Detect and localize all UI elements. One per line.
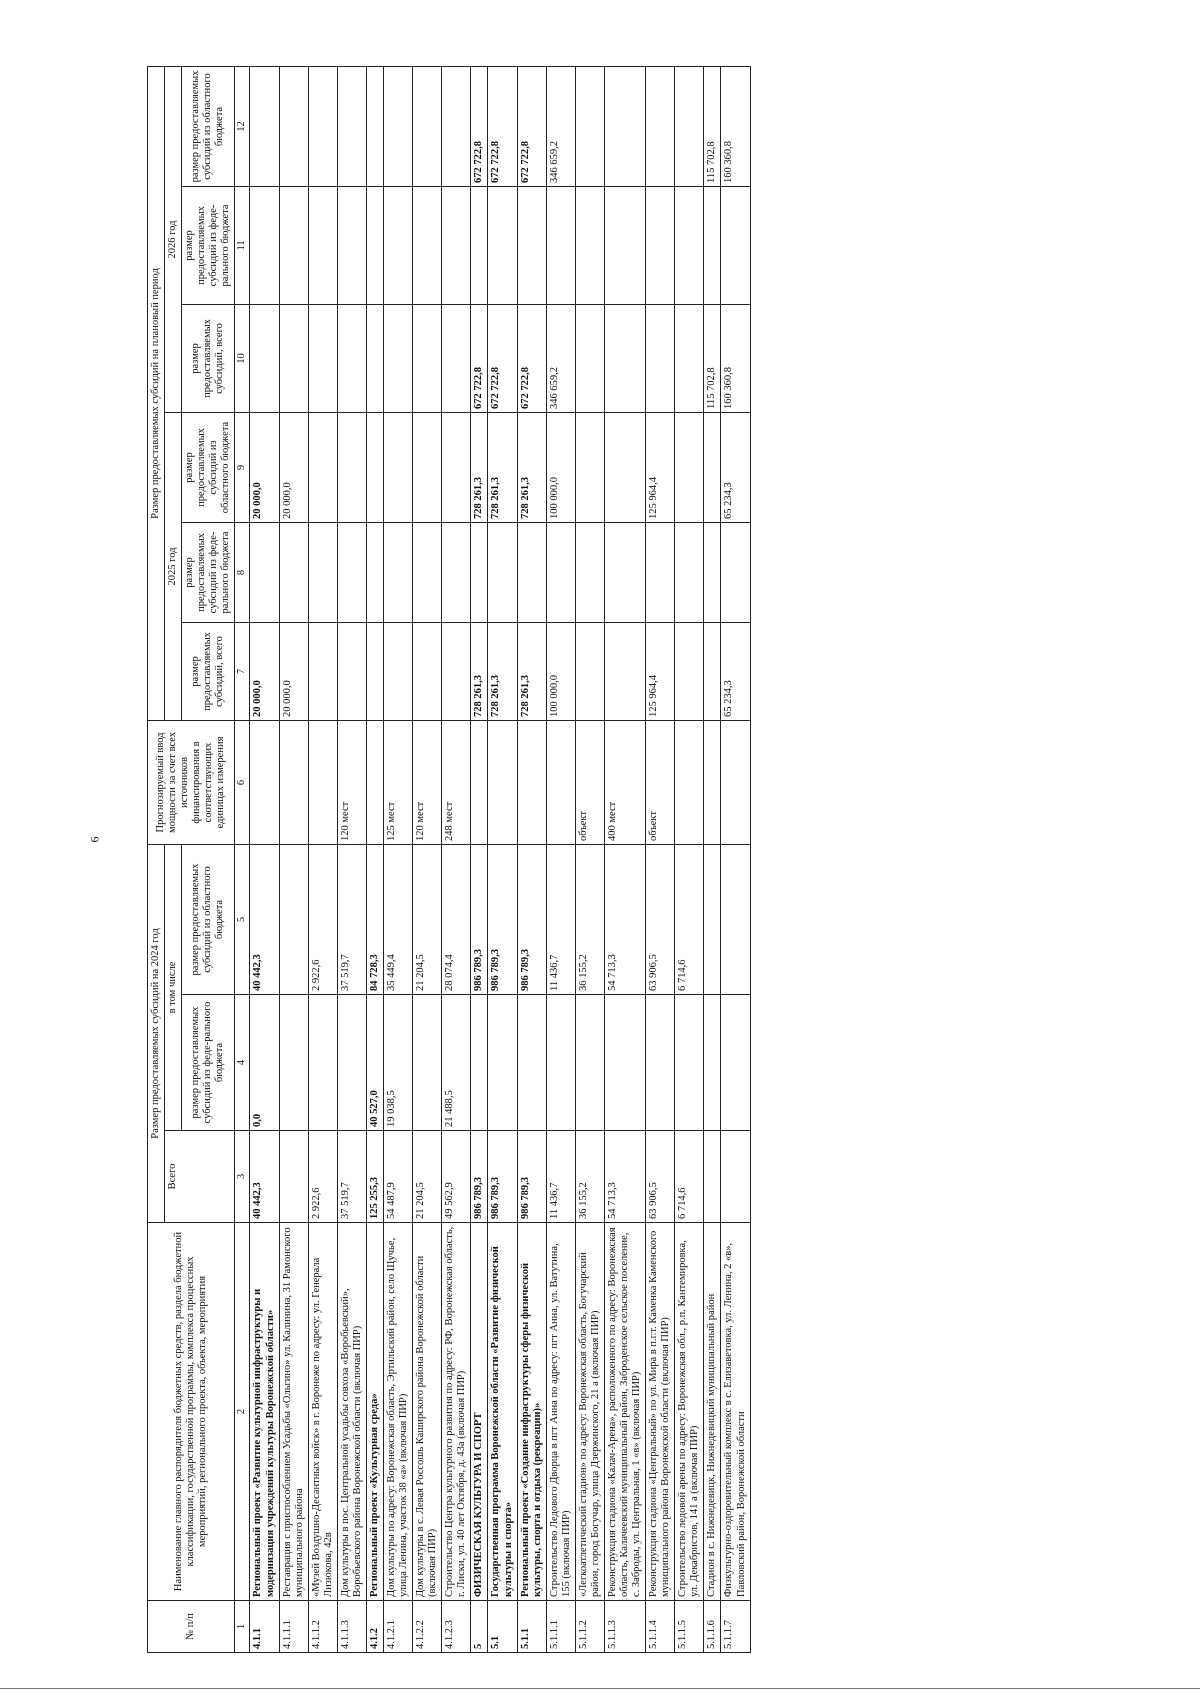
cell-c6	[250, 720, 279, 844]
cell-c10: 115 702,8	[704, 304, 721, 412]
cell-c12: 115 702,8	[704, 66, 721, 186]
cell-c9	[366, 412, 383, 522]
table-row	[646, 66, 675, 1652]
cell-c10: 160 360,8	[721, 304, 750, 412]
cell-c8	[471, 522, 488, 622]
cell-name: Реконструкция стадиона «Калач-Арена», расположенного по адресу: Воронежская область, Калачеевский муниципальный район, Заброденское сельское поселение, с. Заброды, ул. Центральная, 1 «в» (включая ПИР)	[604, 1223, 645, 1601]
cell-c9	[384, 412, 413, 522]
cell-name: Региональный проект «Культурная среда»	[366, 1223, 383, 1601]
column-number-row	[235, 66, 250, 1652]
cell-c9	[308, 412, 337, 522]
cell-c7	[366, 622, 383, 720]
cell-c12: 672 722,8	[471, 66, 488, 186]
cell-c3: 54 713,3	[604, 1131, 645, 1223]
cell-c11	[517, 186, 546, 304]
cell-no: 4.1.2.1	[384, 1601, 413, 1653]
cell-c5: 63 906,5	[646, 844, 675, 994]
cell-no: 5.1.1.3	[604, 1601, 645, 1653]
cell-c6	[471, 720, 488, 844]
page-number: 6	[87, 836, 102, 843]
header-plan-period: Размер предоставляемых субсидий на плановый период	[148, 66, 165, 720]
cell-c6	[517, 720, 546, 844]
table-row	[517, 66, 546, 1652]
cell-c10	[337, 304, 366, 412]
cell-c7: 20 000,0	[250, 622, 279, 720]
cell-c7	[413, 622, 442, 720]
cell-c11	[675, 186, 704, 304]
cell-c3: 40 442,3	[250, 1131, 279, 1223]
cell-c12	[442, 66, 471, 186]
header-all-2026: размер предоставляемых субсидий, всего	[182, 304, 235, 412]
cell-c5: 986 789,3	[517, 844, 546, 994]
cell-c6: объект	[575, 720, 604, 844]
cell-no: 4.1.2.3	[442, 1601, 471, 1653]
cell-c6: 400 мест	[604, 720, 645, 844]
cell-c12: 346 659,2	[546, 66, 575, 186]
table-row	[279, 66, 308, 1652]
cell-c3: 36 155,2	[575, 1131, 604, 1223]
cell-c9: 728 261,3	[488, 412, 517, 522]
cell-c7: 20 000,0	[279, 622, 308, 720]
cell-c8	[546, 522, 575, 622]
table-row	[413, 66, 442, 1652]
cell-c9: 728 261,3	[471, 412, 488, 522]
cell-no: 4.1.1.1	[279, 1601, 308, 1653]
cell-c9	[704, 412, 721, 522]
header-2026: 2026 год	[165, 66, 182, 412]
cell-c10	[384, 304, 413, 412]
cell-c11	[442, 186, 471, 304]
cell-c4	[646, 995, 675, 1131]
cell-c4: 0,0	[250, 995, 279, 1131]
header-including: в том числе	[165, 844, 182, 1130]
cell-c8	[442, 522, 471, 622]
cell-no: 5.1	[488, 1601, 517, 1653]
col-number: 4	[235, 995, 250, 1131]
cell-c5: 2 922,6	[308, 844, 337, 994]
cell-c10	[675, 304, 704, 412]
cell-c6	[546, 720, 575, 844]
cell-c12	[575, 66, 604, 186]
cell-c4	[675, 995, 704, 1131]
cell-c7	[704, 622, 721, 720]
cell-c10	[646, 304, 675, 412]
cell-c4	[704, 995, 721, 1131]
cell-c6	[675, 720, 704, 844]
cell-c9: 125 964,4	[646, 412, 675, 522]
cell-c10	[250, 304, 279, 412]
cell-c12	[413, 66, 442, 186]
cell-no: 5.1.1.4	[646, 1601, 675, 1653]
header-2025: 2025 год	[165, 412, 182, 720]
table-row	[721, 66, 750, 1652]
cell-c9: 100 000,0	[546, 412, 575, 522]
cell-c6: 120 мест	[413, 720, 442, 844]
cell-name: Строительство ледовой арены по адресу: Воронежская обл., р.п. Кантемировка, ул. Декабристов, 141 а (включая ПИР)	[675, 1223, 704, 1601]
cell-c7: 728 261,3	[517, 622, 546, 720]
cell-name: Стадион в с. Нижнедевицк, Нижнедевицкий муниципальный район	[704, 1223, 721, 1601]
cell-c4: 19 038,5	[384, 995, 413, 1131]
cell-c11	[308, 186, 337, 304]
cell-c8	[517, 522, 546, 622]
cell-no: 4.1.1.3	[337, 1601, 366, 1653]
cell-c4: 21 488,5	[442, 995, 471, 1131]
col-number: 8	[235, 522, 250, 622]
cell-c7: 728 261,3	[488, 622, 517, 720]
header-no: № п/п	[148, 1601, 235, 1653]
table-row	[442, 66, 471, 1652]
cell-c5: 37 519,7	[337, 844, 366, 994]
cell-c11	[279, 186, 308, 304]
cell-c8	[250, 522, 279, 622]
cell-c9	[675, 412, 704, 522]
cell-c3: 63 906,5	[646, 1131, 675, 1223]
cell-c3	[279, 1131, 308, 1223]
cell-c7	[384, 622, 413, 720]
cell-no: 4.1.1.2	[308, 1601, 337, 1653]
cell-name: Строительство Ледового Дворца в пгт Анна по адресу: пгт Анна, ул. Ватутина, 155 (включая ПИР)	[546, 1223, 575, 1601]
cell-name: «Легкоатлетический стадион» по адресу: Воронежская область, Богучарский район, город Богучар, улица Дзержинского, 21 а (включая ПИР)	[575, 1223, 604, 1601]
cell-no: 4.1.1	[250, 1601, 279, 1653]
cell-c6: 248 мест	[442, 720, 471, 844]
table-row	[488, 66, 517, 1652]
cell-c6: 120 мест	[337, 720, 366, 844]
cell-c5	[721, 844, 750, 994]
table-row	[575, 66, 604, 1652]
cell-c6: 125 мест	[384, 720, 413, 844]
cell-c10	[308, 304, 337, 412]
cell-c10	[413, 304, 442, 412]
table-row	[384, 66, 413, 1652]
cell-c11	[488, 186, 517, 304]
cell-name: ФИЗИЧЕСКАЯ КУЛЬТУРА И СПОРТ	[471, 1223, 488, 1601]
cell-c10	[604, 304, 645, 412]
cell-c7	[675, 622, 704, 720]
table-row	[366, 66, 383, 1652]
table-row	[471, 66, 488, 1652]
cell-no: 5.1.1.7	[721, 1601, 750, 1653]
cell-no: 5.1.1	[517, 1601, 546, 1653]
cell-c5: 35 449,4	[384, 844, 413, 994]
cell-c3: 125 255,3	[366, 1131, 383, 1223]
cell-c5	[704, 844, 721, 994]
cell-c3: 37 519,7	[337, 1131, 366, 1223]
col-number: 10	[235, 304, 250, 412]
table-row	[704, 66, 721, 1652]
cell-c7	[604, 622, 645, 720]
cell-c8	[366, 522, 383, 622]
cell-name: Дом культуры в с. Левая Россошь Каширского района Воронежской области (включая ПИР)	[413, 1223, 442, 1601]
cell-c10	[442, 304, 471, 412]
cell-c8	[279, 522, 308, 622]
header-obl-2026: размер предоставляемых субсидий из областного бюджета	[182, 66, 235, 186]
cell-c9: 20 000,0	[250, 412, 279, 522]
cell-name: Дом культуры по адресу: Воронежская область, Эртильский район, село Щучье, улица Ленина, участок 38 «а» (включая ПИР)	[384, 1223, 413, 1601]
cell-c5: 986 789,3	[471, 844, 488, 994]
cell-c11	[721, 186, 750, 304]
cell-c9	[413, 412, 442, 522]
cell-name: «Музей Воздушно-Десантных войск» в г. Воронеже по адресу: ул. Генерала Лизюкова, 42в	[308, 1223, 337, 1601]
cell-c5: 6 714,6	[675, 844, 704, 994]
cell-c7	[337, 622, 366, 720]
cell-c12	[604, 66, 645, 186]
cell-c3: 11 436,7	[546, 1131, 575, 1223]
cell-c3: 21 204,5	[413, 1131, 442, 1223]
cell-c10: 672 722,8	[517, 304, 546, 412]
cell-c4: 40 527,0	[366, 995, 383, 1131]
cell-c4	[604, 995, 645, 1131]
cell-c10: 672 722,8	[471, 304, 488, 412]
cell-no: 4.1.2.2	[413, 1601, 442, 1653]
cell-c3	[721, 1131, 750, 1223]
table-row	[337, 66, 366, 1652]
cell-c9: 728 261,3	[517, 412, 546, 522]
cell-c10	[279, 304, 308, 412]
cell-c5: 21 204,5	[413, 844, 442, 994]
cell-c4	[471, 995, 488, 1131]
subsidy-table	[147, 66, 751, 1653]
cell-c12: 672 722,8	[488, 66, 517, 186]
header-subsidy-2024: Размер предоставляемых субсидий на 2024 год	[148, 844, 165, 1222]
cell-c3: 2 922,6	[308, 1131, 337, 1223]
cell-c12: 160 360,8	[721, 66, 750, 186]
cell-c11	[604, 186, 645, 304]
cell-c4	[721, 995, 750, 1131]
cell-c7: 65 234,3	[721, 622, 750, 720]
cell-c8	[704, 522, 721, 622]
cell-c12	[308, 66, 337, 186]
cell-c7: 728 261,3	[471, 622, 488, 720]
cell-c5: 986 789,3	[488, 844, 517, 994]
header-obl-2025: размер предоставляемых субсидий из областного бюджета	[182, 412, 235, 522]
cell-c5	[279, 844, 308, 994]
cell-c11	[250, 186, 279, 304]
cell-c6	[721, 720, 750, 844]
header-fed-2026: размер предоставляемых субсидий из феде-рального бюджета	[182, 186, 235, 304]
cell-no: 5.1.1.6	[704, 1601, 721, 1653]
cell-c4	[279, 995, 308, 1131]
cell-c5: 40 442,3	[250, 844, 279, 994]
table-body	[250, 66, 750, 1652]
cell-c4	[546, 995, 575, 1131]
cell-c11	[413, 186, 442, 304]
header-fed-2024: размер предоставляемых субсидий из феде-рального бюджета	[182, 995, 235, 1131]
cell-c8	[308, 522, 337, 622]
cell-c6	[488, 720, 517, 844]
table-header	[148, 66, 250, 1652]
cell-c7	[442, 622, 471, 720]
cell-c6	[366, 720, 383, 844]
cell-name: Региональный проект «Создание инфраструктуры сферы физической культуры, спорта и отдыха (рекреации)»	[517, 1223, 546, 1601]
cell-c9	[604, 412, 645, 522]
cell-c3: 986 789,3	[488, 1131, 517, 1223]
cell-c11	[704, 186, 721, 304]
cell-c10	[575, 304, 604, 412]
cell-c11	[646, 186, 675, 304]
cell-name: Реконструкция стадиона «Центральный» по ул. Мира в п.г.т. Каменка Каменского муниципального района Воронежской области (включая ПИР)	[646, 1223, 675, 1601]
cell-name: Строительство Центра культурного развития по адресу: РФ, Воронежская область, г. Лиски, ул. 40 лет Октября, д. 43а (включая ПИР)	[442, 1223, 471, 1601]
cell-no: 4.1.2	[366, 1601, 383, 1653]
cell-c3	[704, 1131, 721, 1223]
cell-c12	[366, 66, 383, 186]
cell-c8	[575, 522, 604, 622]
cell-c5: 54 713,3	[604, 844, 645, 994]
header-capacity: Прогнозируемый ввод мощности за счет всех источников финансирования в соответствующих единицах измерения	[148, 720, 235, 844]
cell-c3: 6 714,6	[675, 1131, 704, 1223]
cell-c6	[279, 720, 308, 844]
cell-c7	[575, 622, 604, 720]
cell-c4	[575, 995, 604, 1131]
cell-c8	[646, 522, 675, 622]
cell-name: Региональный проект «Развитие культурной инфраструктуры и модернизация учреждений культуры Воронежской области»	[250, 1223, 279, 1601]
cell-c11	[337, 186, 366, 304]
cell-c10: 672 722,8	[488, 304, 517, 412]
header-all-2025: размер предоставляемых субсидий, всего	[182, 622, 235, 720]
col-number: 7	[235, 622, 250, 720]
rotated-table-container	[147, 67, 1187, 1653]
cell-c3: 49 562,9	[442, 1131, 471, 1223]
cell-c11	[384, 186, 413, 304]
cell-c9	[442, 412, 471, 522]
cell-c12	[250, 66, 279, 186]
col-number: 3	[235, 1131, 250, 1223]
cell-c12	[646, 66, 675, 186]
table-row	[675, 66, 704, 1652]
cell-c3: 986 789,3	[471, 1131, 488, 1223]
col-number: 2	[235, 1223, 250, 1601]
cell-c5: 36 155,2	[575, 844, 604, 994]
cell-no: 5.1.1.1	[546, 1601, 575, 1653]
cell-c8	[488, 522, 517, 622]
cell-c5: 28 074,4	[442, 844, 471, 994]
cell-c5: 84 728,3	[366, 844, 383, 994]
cell-c7: 125 964,4	[646, 622, 675, 720]
col-number: 5	[235, 844, 250, 994]
cell-c12	[675, 66, 704, 186]
cell-c12	[384, 66, 413, 186]
cell-c12	[337, 66, 366, 186]
bottom-rule	[0, 1688, 1200, 1689]
cell-c8	[384, 522, 413, 622]
cell-c9	[575, 412, 604, 522]
cell-c4	[337, 995, 366, 1131]
cell-name: Физкультурно-оздоровительный комплекс в с. Елизаветовка, ул. Ленина, 2 «в», Павловский район, Воронежской области	[721, 1223, 750, 1601]
cell-c8	[413, 522, 442, 622]
cell-name: Государственная программа Воронежской области «Развитие физической культуры и спорта»	[488, 1223, 517, 1601]
cell-no: 5.1.1.2	[575, 1601, 604, 1653]
cell-c3: 54 487,9	[384, 1131, 413, 1223]
header-obl-2024: размер предоставляемых субсидий из областного бюджета	[182, 844, 235, 994]
cell-name: Дом культуры в пос. Центральной усадьбы совхоза «Воробьевский», Воробьевского района Воронежской области (включая ПИР)	[337, 1223, 366, 1601]
cell-c7: 100 000,0	[546, 622, 575, 720]
cell-c10	[366, 304, 383, 412]
cell-c9: 20 000,0	[279, 412, 308, 522]
cell-c4	[308, 995, 337, 1131]
cell-c12	[279, 66, 308, 186]
cell-c11	[546, 186, 575, 304]
cell-c11	[471, 186, 488, 304]
header-fed-2025: размер предоставляемых субсидий из феде-рального бюджета	[182, 522, 235, 622]
cell-c4	[413, 995, 442, 1131]
table-row	[604, 66, 645, 1652]
cell-c6: объект	[646, 720, 675, 844]
cell-c8	[604, 522, 645, 622]
col-number: 1	[235, 1601, 250, 1653]
cell-c9	[337, 412, 366, 522]
col-number: 6	[235, 720, 250, 844]
table-row	[546, 66, 575, 1652]
col-number: 11	[235, 186, 250, 304]
cell-no: 5.1.1.5	[675, 1601, 704, 1653]
cell-c8	[337, 522, 366, 622]
cell-c6	[308, 720, 337, 844]
cell-c11	[575, 186, 604, 304]
cell-c6	[704, 720, 721, 844]
cell-c3: 986 789,3	[517, 1131, 546, 1223]
cell-c11	[366, 186, 383, 304]
cell-c8	[675, 522, 704, 622]
cell-c5: 11 436,7	[546, 844, 575, 994]
col-number: 12	[235, 66, 250, 186]
cell-name: Реставрация с приспособлением Усадьбы «Ольгино» ул. Калинина, 31 Рамонского муниципального района	[279, 1223, 308, 1601]
table-row	[250, 66, 279, 1652]
cell-c7	[308, 622, 337, 720]
cell-c12: 672 722,8	[517, 66, 546, 186]
cell-no: 5	[471, 1601, 488, 1653]
cell-c8	[721, 522, 750, 622]
cell-c9: 65 234,3	[721, 412, 750, 522]
cell-c4	[488, 995, 517, 1131]
cell-c4	[517, 995, 546, 1131]
header-name: Наименование главного распорядителя бюджетных средств, раздела бюджетной классификации, государственной программы, комплекса процессных мероприятий, регионального проекта, объекта, мероприятия	[148, 1223, 235, 1601]
table-row	[308, 66, 337, 1652]
col-number: 9	[235, 412, 250, 522]
header-total: Всего	[165, 1131, 235, 1223]
cell-c10: 346 659,2	[546, 304, 575, 412]
